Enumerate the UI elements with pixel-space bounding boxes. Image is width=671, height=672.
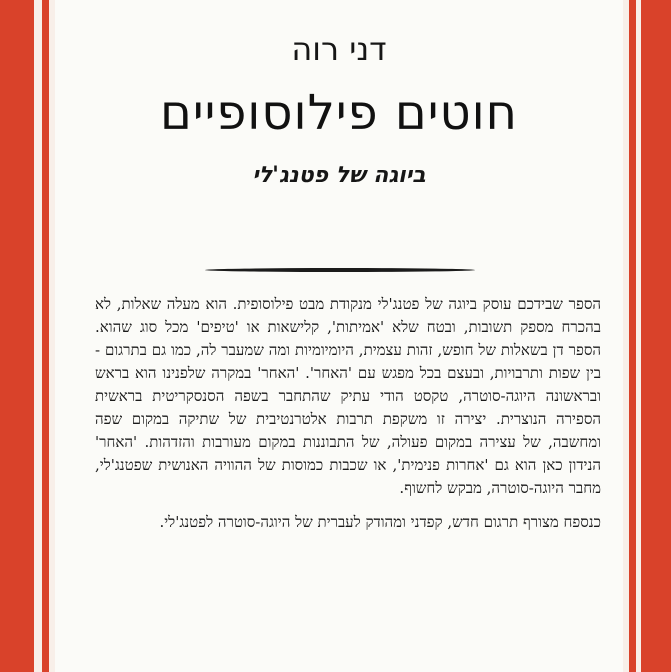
title-divider: [205, 268, 475, 272]
right-red-border: [641, 0, 671, 672]
description-paragraph-2: כנספח מצורף תרגום חדש, קפדני ומהודק לעברית של היוגה-סוטרה לפטנג'לי.: [159, 513, 601, 531]
book-title: חוטים פילוסופיים: [160, 85, 518, 141]
right-inner-stripe: [629, 0, 636, 672]
author-name: דני רוה: [291, 30, 387, 68]
description-paragraph-1: הספר שבידכם עוסק ביוגה של פטנג'לי מנקודת מבט פילוסופית. הוא מעלה שאלות, לא בהכרח מספק תשובות, ובטח שלא 'אמיתות', קלישאות או 'טיפים' מכל סוג שהוא. הספר דן בשאלות של חופש, זהות עצמית, היומיומיות ומה שמעבר לה, כמו גם בתרגום - בין שפות ותרבויות, ובעצם בכל מפגש עם 'האחר'. 'האחר' במקרה שלפנינו הוא בראש ובראשונה היוגה-סוטרה, טקסט הודי עתיק שהתחבר בשפה הסנסקריטית בראשית הספירה הנוצרית. יצירה זו משקפת תרבות אלטרנטיבית של שתיקה במקום שפה ומחשבה, של עצירה במקום פעולה, של התבוננות במקום מעורבות והזדהות. 'האחר' הנידון כאן הוא גם 'אחרות פנימית', או שכבות כמוסות של ההוויה האנושית שפטנג'לי, מחבר היוגה-סוטרה, מבקש לחשוף.: [95, 295, 601, 497]
left-inner-stripe: [42, 0, 49, 672]
book-subtitle: ביוגה של פטנג'לי: [252, 163, 426, 188]
description-block: [95, 293, 601, 545]
back-cover-page: [55, 0, 623, 672]
left-red-border: [0, 0, 34, 672]
